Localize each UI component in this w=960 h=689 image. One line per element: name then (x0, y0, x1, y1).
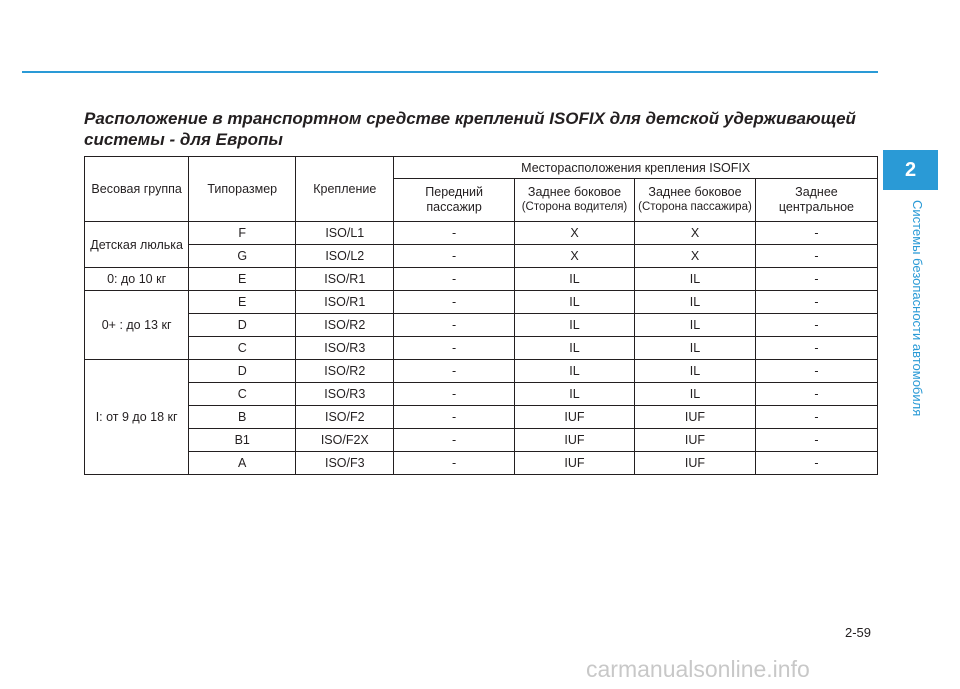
table-body (85, 222, 878, 475)
page-number: 2-59 (845, 625, 872, 640)
cell-fixture: ISO/F2 (296, 406, 394, 429)
cell-rear-side-driver: IUF (514, 406, 634, 429)
cell-rear-side-driver: IL (514, 383, 634, 406)
cell-fixture: ISO/R2 (296, 314, 394, 337)
cell-rear-side-driver: IL (514, 291, 634, 314)
cell-weight-group: 0+ : до 13 кг (85, 291, 189, 360)
cell-rear-side-passenger: IL (635, 291, 756, 314)
cell-size-class: F (189, 222, 296, 245)
cell-fixture: ISO/F2X (296, 429, 394, 452)
cell-fixture: ISO/R2 (296, 360, 394, 383)
cell-size-class: B (189, 406, 296, 429)
cell-rear-side-driver: IL (514, 360, 634, 383)
cell-front-passenger: - (394, 452, 515, 475)
header-rule (22, 71, 878, 73)
cell-front-passenger: - (394, 429, 515, 452)
cell-rear-side-passenger: IL (635, 383, 756, 406)
cell-rear-side-passenger: IUF (635, 429, 756, 452)
cell-front-passenger: - (394, 291, 515, 314)
cell-rear-side-passenger: IL (635, 314, 756, 337)
cell-rear-center: - (755, 337, 877, 360)
table-row (85, 245, 878, 268)
table-row (85, 452, 878, 475)
cell-rear-center: - (755, 406, 877, 429)
header-rear-side-driver-sub: (Сторона водителя) (521, 201, 628, 213)
cell-front-passenger: - (394, 360, 515, 383)
cell-size-class: E (189, 268, 296, 291)
header-isofix-positions: Месторасположения крепления ISOFIX (394, 157, 878, 179)
cell-rear-center: - (755, 222, 877, 245)
chapter-number-tab: 2 (883, 150, 938, 190)
header-rear-side-passenger (635, 179, 756, 222)
cell-fixture: ISO/F3 (296, 452, 394, 475)
cell-weight-group: I: от 9 до 18 кг (85, 360, 189, 475)
cell-rear-side-driver: IL (514, 314, 634, 337)
cell-rear-side-driver: X (514, 222, 634, 245)
header-rear-side-driver-main: Заднее боковое (527, 185, 622, 199)
cell-rear-side-driver: IL (514, 337, 634, 360)
cell-front-passenger: - (394, 222, 515, 245)
cell-size-class: A (189, 452, 296, 475)
cell-rear-side-driver: X (514, 245, 634, 268)
cell-size-class: C (189, 383, 296, 406)
cell-rear-center: - (755, 452, 877, 475)
section-title: Расположение в транспортном средстве креплений ISOFIX для детской удерживающей системы - для Европы (84, 109, 856, 149)
cell-rear-center: - (755, 291, 877, 314)
cell-front-passenger: - (394, 337, 515, 360)
cell-rear-side-passenger: IUF (635, 452, 756, 475)
header-weight-group: Весовая группа (85, 157, 189, 222)
header-size-class: Типоразмер (189, 157, 296, 222)
cell-size-class: D (189, 314, 296, 337)
cell-rear-side-driver: IL (514, 268, 634, 291)
table-row (85, 406, 878, 429)
cell-rear-side-driver: IUF (514, 452, 634, 475)
cell-size-class: E (189, 291, 296, 314)
header-fixture: Крепление (296, 157, 394, 222)
table-row (85, 360, 878, 383)
header-rear-side-passenger-main: Заднее боковое (648, 185, 742, 199)
cell-fixture: ISO/L2 (296, 245, 394, 268)
cell-rear-side-passenger: IL (635, 268, 756, 291)
table-row (85, 383, 878, 406)
table-row (85, 222, 878, 245)
chapter-side-label: Системы безопасности автомобиля (910, 200, 925, 417)
cell-rear-side-driver: IUF (514, 429, 634, 452)
watermark-text: carmanualsonline.info (586, 656, 810, 682)
cell-front-passenger: - (394, 314, 515, 337)
cell-rear-center: - (755, 429, 877, 452)
table-row (85, 314, 878, 337)
cell-rear-side-passenger: IL (635, 337, 756, 360)
header-rear-side-passenger-sub: (Сторона пассажира) (638, 201, 752, 213)
cell-front-passenger: - (394, 268, 515, 291)
cell-rear-side-passenger: X (635, 222, 756, 245)
cell-rear-center: - (755, 360, 877, 383)
header-front-passenger: Передний пассажир (394, 179, 515, 222)
cell-rear-side-passenger: IUF (635, 406, 756, 429)
isofix-positions-table (84, 156, 878, 475)
cell-front-passenger: - (394, 406, 515, 429)
header-rear-center: Заднее центральное (755, 179, 877, 222)
table-row (85, 291, 878, 314)
cell-weight-group: 0: до 10 кг (85, 268, 189, 291)
cell-size-class: B1 (189, 429, 296, 452)
cell-front-passenger: - (394, 245, 515, 268)
header-rear-side-driver (514, 179, 634, 222)
cell-size-class: G (189, 245, 296, 268)
cell-rear-center: - (755, 268, 877, 291)
cell-fixture: ISO/R3 (296, 337, 394, 360)
table-row (85, 268, 878, 291)
cell-rear-side-passenger: X (635, 245, 756, 268)
cell-fixture: ISO/R3 (296, 383, 394, 406)
cell-rear-center: - (755, 383, 877, 406)
cell-weight-group: Детская люлька (85, 222, 189, 268)
cell-rear-side-passenger: IL (635, 360, 756, 383)
cell-size-class: C (189, 337, 296, 360)
cell-fixture: ISO/R1 (296, 291, 394, 314)
cell-size-class: D (189, 360, 296, 383)
cell-fixture: ISO/R1 (296, 268, 394, 291)
cell-fixture: ISO/L1 (296, 222, 394, 245)
cell-front-passenger: - (394, 383, 515, 406)
cell-rear-center: - (755, 245, 877, 268)
table-row (85, 337, 878, 360)
cell-rear-center: - (755, 314, 877, 337)
table-row (85, 429, 878, 452)
